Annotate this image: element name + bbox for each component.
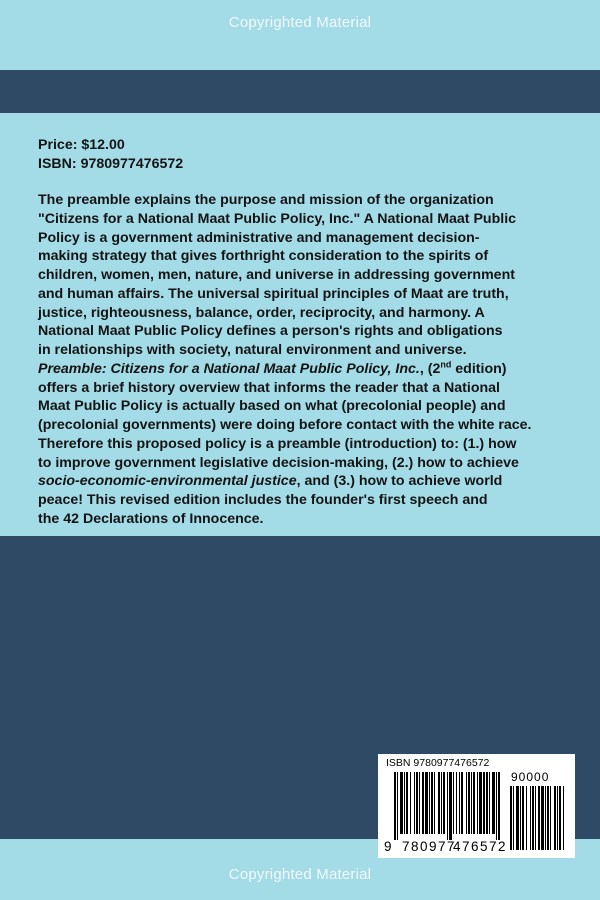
barcode-bar bbox=[496, 772, 497, 840]
barcode-bar bbox=[477, 772, 478, 834]
description-line bbox=[38, 360, 568, 379]
copyright-watermark-bottom: Copyrighted Material bbox=[228, 866, 372, 883]
barcode-bar bbox=[447, 772, 448, 840]
barcode-bar bbox=[453, 772, 454, 834]
barcode-bar bbox=[559, 786, 561, 850]
barcode-bar bbox=[479, 772, 482, 834]
justice-phrase-italic: socio-economic-environmental justice bbox=[38, 473, 297, 490]
barcode-bar bbox=[394, 772, 396, 840]
barcode-bar bbox=[492, 772, 495, 834]
description-line: Maat Public Policy is actually based on what (precolonial people) and bbox=[38, 398, 506, 415]
barcode-bar bbox=[431, 772, 433, 834]
barcode-addon-number: 90000 bbox=[511, 770, 550, 784]
book-meta bbox=[38, 136, 183, 174]
isbn-barcode bbox=[378, 754, 575, 858]
description-line: Therefore this proposed policy is a preamble (introduction) to: (1.) how bbox=[38, 435, 517, 452]
barcode-bar bbox=[466, 772, 467, 834]
barcode-bar bbox=[513, 786, 514, 850]
barcode-bar bbox=[483, 772, 485, 834]
barcode-bar bbox=[400, 772, 403, 834]
copyright-watermark-top: Copyrighted Material bbox=[228, 14, 372, 31]
description-line: Policy is a government administrative and management decision- bbox=[38, 229, 480, 246]
barcode-bar bbox=[410, 772, 411, 834]
description-line: (precolonial governments) were doing before contact with the white race. bbox=[38, 417, 532, 433]
barcode-bar bbox=[486, 772, 488, 834]
description-line bbox=[38, 472, 568, 491]
barcode-bar bbox=[419, 772, 420, 834]
description-line: the 42 Declarations of Innocence. bbox=[38, 510, 264, 527]
description-line: "Citizens for a National Maat Public Policy, Inc." A National Maat Public bbox=[38, 210, 517, 227]
barcode-isbn-label: ISBN 9780977476572 bbox=[386, 757, 490, 769]
barcode-bar bbox=[434, 772, 435, 834]
barcode-bar bbox=[498, 772, 500, 840]
price-text: Price: $12.00 bbox=[38, 137, 125, 153]
barcode-bar bbox=[550, 786, 551, 850]
barcode-bar bbox=[538, 786, 540, 850]
book-title-italic: Preamble: Citizens for a National Maat Public Policy, Inc. bbox=[38, 360, 420, 377]
barcode-bar bbox=[535, 786, 536, 850]
barcode-bar bbox=[425, 772, 428, 834]
description-line: and human affairs. The universal spiritual principles of Maat are truth, bbox=[38, 285, 509, 302]
barcode-bar bbox=[468, 772, 470, 834]
description-line: offers a brief history overview that informs the reader that a National bbox=[38, 379, 500, 396]
barcode-bar bbox=[532, 786, 534, 850]
description-line: children, women, men, nature, and universe in addressing government bbox=[38, 267, 515, 283]
description-line: making strategy that gives forthright consideration to the spirits of bbox=[38, 248, 489, 265]
barcode-bar bbox=[526, 786, 527, 850]
barcode-bar bbox=[547, 786, 549, 850]
barcode-bar bbox=[443, 772, 445, 834]
barcode-bar bbox=[429, 772, 430, 834]
description-line: The preamble explains the purpose and mission of the organization bbox=[38, 192, 494, 208]
barcode-bar bbox=[449, 772, 452, 840]
barcode-bar bbox=[471, 772, 472, 834]
barcode-bar bbox=[397, 772, 398, 840]
edition-text: , (2 bbox=[419, 360, 441, 377]
barcode-bar bbox=[459, 772, 460, 834]
barcode-digits-left: 780977 bbox=[402, 839, 457, 854]
description-text: , and (3.) how to achieve world bbox=[296, 473, 503, 490]
barcode-bar bbox=[456, 772, 457, 834]
barcode-digits-right: 476572 bbox=[453, 839, 508, 854]
barcode-bar bbox=[545, 786, 546, 850]
barcode-bar bbox=[422, 772, 424, 834]
barcode-bar bbox=[438, 772, 440, 834]
barcode-bar bbox=[414, 772, 415, 834]
description-line: to improve government legislative decision-making, (2.) how to achieve bbox=[38, 454, 519, 471]
barcode-bar bbox=[563, 786, 564, 850]
isbn-text: ISBN: 9780977476572 bbox=[38, 156, 184, 172]
description-line: justice, righteousness, balance, order, reciprocity, and harmony. A bbox=[38, 304, 485, 321]
barcode-bar bbox=[404, 772, 405, 834]
barcode-bar bbox=[416, 772, 418, 834]
barcode-bar bbox=[557, 786, 558, 850]
edition-superscript: nd bbox=[440, 359, 452, 370]
barcode-digit-lead: 9 bbox=[384, 839, 394, 854]
description-line: in relationships with society, natural environment and universe. bbox=[38, 342, 467, 358]
barcode-bar bbox=[516, 786, 519, 850]
barcode-bar bbox=[520, 786, 521, 850]
barcode-bar bbox=[530, 786, 531, 850]
barcode-bar bbox=[489, 772, 490, 834]
barcode-bar bbox=[461, 772, 463, 834]
barcode-bar bbox=[541, 786, 544, 850]
barcode-bar bbox=[522, 786, 524, 850]
barcode-bar bbox=[406, 772, 408, 834]
top-band bbox=[0, 70, 600, 113]
barcode-bar bbox=[473, 772, 475, 834]
barcode-bar bbox=[510, 786, 512, 850]
barcode-bar bbox=[441, 772, 442, 834]
description-line: peace! This revised edition includes the founder's first speech and bbox=[38, 492, 488, 508]
book-description bbox=[38, 191, 568, 529]
barcode-bar bbox=[554, 786, 556, 850]
edition-text: edition) bbox=[451, 360, 507, 377]
description-line: National Maat Public Policy defines a person's rights and obligations bbox=[38, 323, 503, 340]
